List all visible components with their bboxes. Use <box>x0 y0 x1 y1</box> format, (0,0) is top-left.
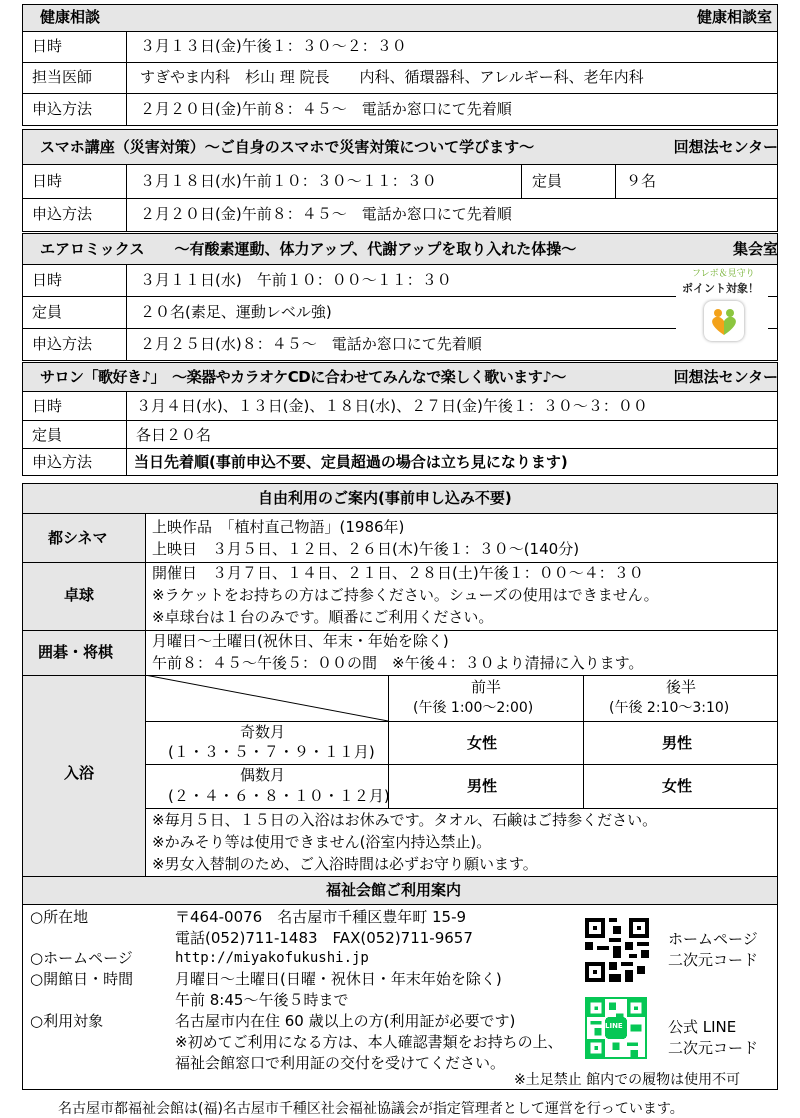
target-label: ○利用対象 <box>30 1012 104 1030</box>
pingpong-label: 卓球 <box>64 586 95 604</box>
bath-even-months: (２・４・６・８・１０・１２月) <box>168 787 390 805</box>
qr2-caption-1: 公式 LINE <box>668 1018 737 1036</box>
aero-cap-value: ２０名(素足、運動レベル強) <box>140 303 332 321</box>
kenko-title: 健康相談 <box>40 8 101 26</box>
sumaho-apply-value: ２月２０日(金)午前８：４５〜 電話か窓口にて先着順 <box>140 205 512 223</box>
qr2-caption-2: 二次元コード <box>668 1039 759 1057</box>
line-logo-text: LINE <box>605 1022 623 1030</box>
salon-date-value: ３月４日(水)、１３日(金)、１８日(水)、２７日(金)午後１：３０〜３：００ <box>136 397 648 415</box>
salon-cap-value: 各日２０名 <box>136 426 212 444</box>
sumaho-place: 回想法センター <box>673 138 778 156</box>
page-footer: 名古屋市都福祉会館は(福)名古屋市千種区社会福祉協議会が指定管理者として運営を行っています。 <box>58 1101 684 1117</box>
aero-date-value: ３月１１日(水) 午前１０：００〜１１：３０ <box>140 271 452 289</box>
igo-line1: 月曜日〜土曜日(祝休日、年末・年始を除く) <box>152 632 449 650</box>
bath-odd-first: 女性 <box>467 734 498 752</box>
kenko-header <box>22 4 778 32</box>
salon-place: 回想法センター <box>673 368 778 386</box>
cinema-line1: 上映作品 「植村直己物語」(1986年) <box>152 518 405 536</box>
badge-text-1: フレボ＆見守り <box>692 269 755 279</box>
open-label: ○開館日・時間 <box>30 970 134 988</box>
bath-first-half: 前半 <box>471 678 502 696</box>
bath-diagonal-line <box>145 675 388 721</box>
kenko-date-label: 日時 <box>32 37 63 55</box>
igo-label: 囲碁・将棋 <box>38 643 114 661</box>
pingpong-line2: ※ラケットをお持ちの方はご持参ください。シューズの使用はできません。 <box>152 586 659 604</box>
address-text: 〒464-0076 名古屋市千種区豊年町 15-9 <box>175 908 467 926</box>
line-qr-icon[interactable] <box>585 997 647 1059</box>
cinema-line2: 上映日 ３月５日、１２日、２６日(木)午後１：３０〜(140分) <box>152 540 580 558</box>
sumaho-cap-label: 定員 <box>532 172 563 190</box>
kenko-apply-label: 申込方法 <box>32 100 93 118</box>
kenko-date-value: ３月１３日(金)午後１：３０〜２：３０ <box>140 37 407 55</box>
hp-label: ○ホームページ <box>30 949 133 967</box>
bath-note3: ※男女入替制のため、ご入浴時間は必ずお守り願います。 <box>152 855 538 873</box>
aero-row-cap <box>22 296 778 329</box>
aero-apply-label: 申込方法 <box>32 335 93 353</box>
bath-label: 入浴 <box>64 764 95 782</box>
bath-odd-second: 男性 <box>662 734 693 752</box>
info-footnote: ※土足禁止 館内での履物は使用不可 <box>514 1072 741 1088</box>
sumaho-apply-label: 申込方法 <box>32 205 93 223</box>
salon-apply-value: 当日先着順(事前申込不要、定員超過の場合は立ち見になります) <box>134 453 568 471</box>
sumaho-date-label: 日時 <box>32 172 63 190</box>
bath-even-label: 偶数月 <box>240 766 286 784</box>
qr1-caption-2: 二次元コード <box>668 951 759 969</box>
open-line2: 午前 8:45〜午後５時まで <box>175 991 349 1009</box>
target-line2: ※初めてご利用になる方は、本人確認書類をお持ちの上、 <box>175 1033 563 1051</box>
target-line1: 名古屋市内在住 60 歳以上の方(利用証が必要です) <box>175 1012 516 1030</box>
salon-title: サロン「歌好き♪」 〜楽器やカラオケCDに合わせてみんなで楽しく歌います♪〜 <box>40 368 566 386</box>
kenko-apply-value: ２月２０日(金)午前８：４５〜 電話か窓口にて先着順 <box>140 100 512 118</box>
cinema-label: 都シネマ <box>48 529 108 547</box>
free-label-column <box>23 514 145 876</box>
bath-second-half: 後半 <box>666 678 697 696</box>
free-title: 自由利用のご案内(事前申し込み不要) <box>258 489 512 507</box>
aero-cap-label: 定員 <box>32 303 63 321</box>
heart-hands-icon <box>704 301 744 341</box>
salon-cap-label: 定員 <box>32 426 63 444</box>
igo-line2: 午前８：４５〜午後５：００の間 ※午後４：３０より清掃に入ります。 <box>152 654 644 672</box>
sumaho-date-value: ３月１８日(水)午前１０：３０〜１１：３０ <box>140 172 437 190</box>
salon-date-label: 日時 <box>32 397 63 415</box>
aero-apply-value: ２月２５日(水)８：４５〜 電話か窓口にて先着順 <box>140 335 482 353</box>
aero-date-label: 日時 <box>32 271 63 289</box>
kenko-doctor-label: 担当医師 <box>32 68 93 86</box>
kenko-place: 健康相談室 <box>696 8 772 26</box>
open-line1: 月曜日〜土曜日(日曜・祝休日・年末年始を除く) <box>175 970 502 988</box>
address-label: ○所在地 <box>30 908 89 926</box>
pingpong-line3: ※卓球台は１台のみです。順番にご利用ください。 <box>152 608 494 626</box>
pingpong-line1: 開催日 ３月７日、１４日、２１日、２８日(土)午後１：００〜４：３０ <box>152 564 644 582</box>
point-badge <box>676 267 768 347</box>
bath-odd-months: (１・３・５・７・９・１１月) <box>168 743 375 761</box>
bath-odd-label: 奇数月 <box>240 723 286 741</box>
bath-note1: ※毎月５日、１５日の入浴はお休みです。タオル、石鹸はご持参ください。 <box>152 811 658 829</box>
kenko-doctor-value: すぎやま内科 杉山 理 院長 内科、循環器科、アレルギー科、老年内科 <box>140 68 644 86</box>
badge-text-2: ポイント対象！ <box>682 282 759 295</box>
bath-first-half-time: (午後 1:00〜2:00) <box>413 700 534 716</box>
salon-apply-label: 申込方法 <box>32 453 93 471</box>
bath-even-first: 男性 <box>467 777 498 795</box>
info-title: 福祉会館ご利用案内 <box>326 881 462 899</box>
bath-note2: ※かみそり等は使用できません(浴室内持込禁止)。 <box>152 833 492 851</box>
aero-title: エアロミックス 〜有酸素運動、体力アップ、代謝アップを取り入れた体操〜 <box>40 240 577 258</box>
aero-place: 集会室 <box>732 240 778 258</box>
homepage-qr-icon[interactable] <box>585 918 649 982</box>
qr1-caption-1: ホームページ <box>668 930 758 948</box>
target-line3: 福祉会館窓口で利用証の交付を受けてください。 <box>175 1054 506 1072</box>
sumaho-title: スマホ講座（災害対策）〜ご自身のスマホで災害対策について学びます〜 <box>40 138 535 156</box>
bath-even-second: 女性 <box>662 777 693 795</box>
hp-link[interactable]: http://miyakofukushi.jp <box>175 950 369 966</box>
sumaho-cap-value: ９名 <box>626 172 657 190</box>
tel-text: 電話(052)711-1483 FAX(052)711-9657 <box>175 929 473 947</box>
bath-second-half-time: (午後 2:10〜3:10) <box>609 700 730 716</box>
